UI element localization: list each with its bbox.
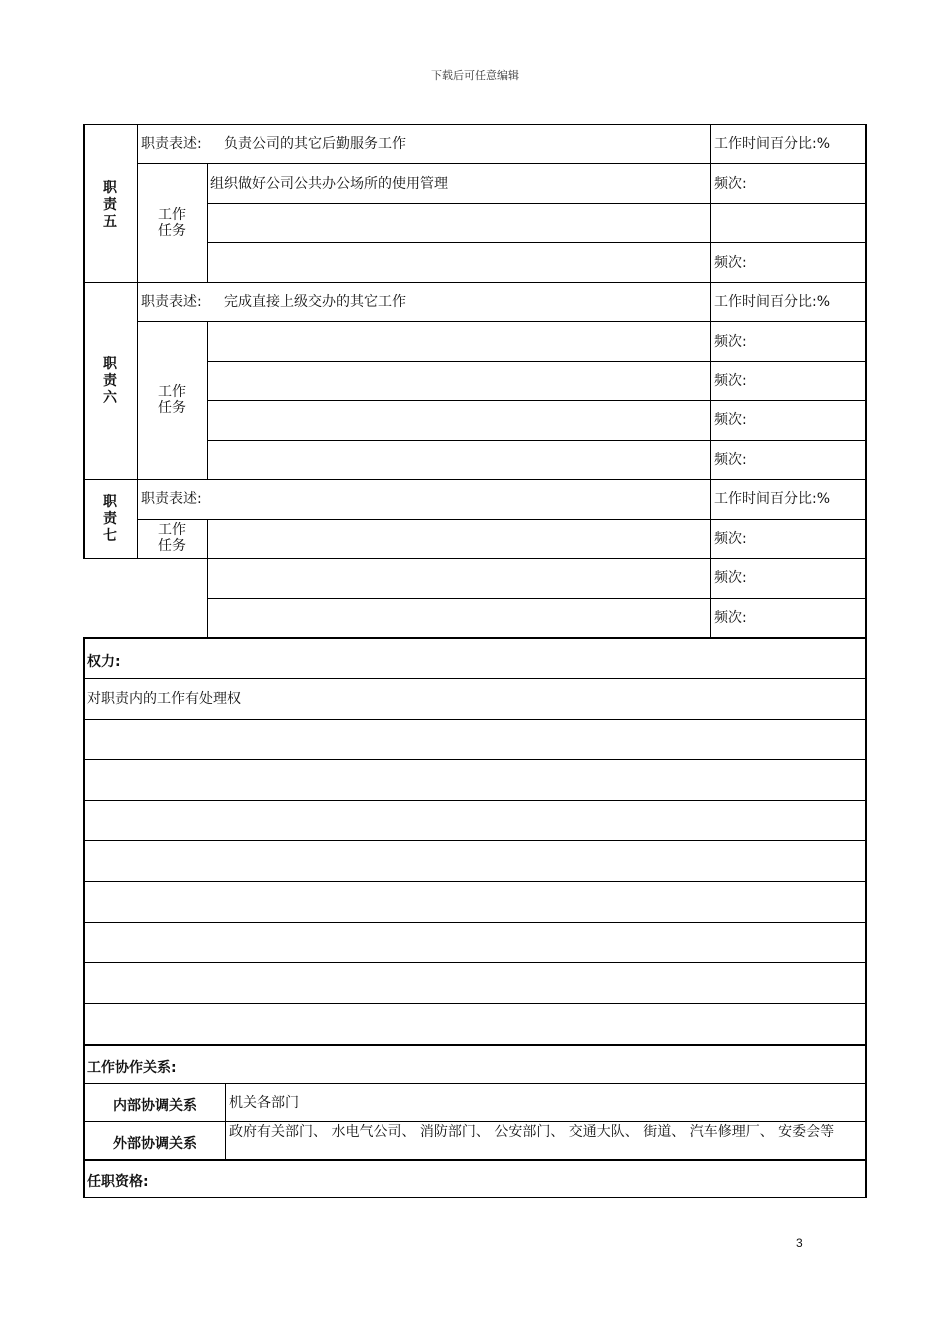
duty-5-desc-text: 负责公司的其它后勤服务工作 <box>224 136 406 152</box>
duty-6-task-1-freq: 频次: <box>714 334 747 350</box>
duty-5-percent: 工作时间百分比:% <box>714 136 831 152</box>
page-number: 3 <box>796 1236 803 1250</box>
header-note: 下载后可任意编辑 <box>431 69 519 82</box>
grid-line <box>84 800 867 801</box>
grid-line <box>207 519 208 638</box>
grid-line <box>84 1044 867 1046</box>
duty-6-task-label: 工作 任务 <box>158 384 186 416</box>
external-relations-value: 政府有关部门、 水电气公司、 消防部门、 公安部门、 交通大队、 街道、 汽车修理厂、 安委会等 <box>229 1124 835 1140</box>
duty-7-task-3-freq: 频次: <box>714 610 747 626</box>
grid-line <box>137 163 867 164</box>
grid-line <box>83 124 85 559</box>
internal-relations-label: 内部协调关系 <box>113 1098 197 1114</box>
grid-line <box>84 881 867 882</box>
duty-5-task-1: 组织做好公司公共办公场所的使用管理 <box>210 176 448 192</box>
grid-line <box>710 124 711 638</box>
duty-6-desc-text: 完成直接上级交办的其它工作 <box>224 294 406 310</box>
grid-line <box>84 1159 867 1161</box>
grid-line <box>84 962 867 963</box>
grid-line <box>84 558 867 559</box>
grid-line <box>207 203 867 204</box>
grid-line <box>207 321 208 479</box>
grid-line <box>84 282 867 283</box>
grid-line <box>207 598 867 599</box>
duty-7-label: 职 责 七 <box>103 494 117 544</box>
duty-7-task-label: 工作 任务 <box>158 522 186 554</box>
external-relations-label: 外部协调关系 <box>113 1136 197 1152</box>
grid-line <box>84 1197 867 1198</box>
duty-6-task-2-freq: 频次: <box>714 373 747 389</box>
grid-line <box>207 242 867 243</box>
grid-line <box>84 124 867 125</box>
grid-line <box>84 1003 867 1004</box>
grid-line <box>84 479 867 480</box>
grid-line <box>84 840 867 841</box>
grid-line <box>83 637 85 1198</box>
relations-title: 工作协作关系: <box>87 1060 177 1076</box>
duty-7-percent: 工作时间百分比:% <box>714 491 831 507</box>
duty-5-desc-label: 职责表述: <box>141 136 202 152</box>
duty-6-percent: 工作时间百分比:% <box>714 294 831 310</box>
duty-7-desc-label: 职责表述: <box>141 491 202 507</box>
grid-line <box>207 400 867 401</box>
grid-line <box>84 678 867 679</box>
grid-line <box>137 519 867 520</box>
grid-line <box>84 922 867 923</box>
grid-line <box>137 124 138 559</box>
duty-5-label: 职 责 五 <box>103 180 117 230</box>
duty-6-task-4-freq: 频次: <box>714 452 747 468</box>
duty-6-label: 职 责 六 <box>103 356 117 406</box>
grid-line <box>84 1083 867 1084</box>
grid-line <box>84 1121 867 1122</box>
internal-relations-value: 机关各部门 <box>229 1095 299 1111</box>
grid-line <box>84 637 867 639</box>
duty-7-task-1-freq: 频次: <box>714 531 747 547</box>
grid-line <box>225 1083 226 1160</box>
grid-line <box>84 719 867 720</box>
grid-line <box>865 124 867 1198</box>
duty-5-task-label: 工作 任务 <box>158 207 186 239</box>
duty-5-task-3-freq: 频次: <box>714 255 747 271</box>
grid-line <box>137 321 867 322</box>
duty-6-desc-label: 职责表述: <box>141 294 202 310</box>
duty-5-task-1-freq: 频次: <box>714 176 747 192</box>
duty-6-task-3-freq: 频次: <box>714 412 747 428</box>
grid-line <box>207 163 208 282</box>
duty-7-task-2-freq: 频次: <box>714 570 747 586</box>
grid-line <box>84 759 867 760</box>
qualification-title: 任职资格: <box>87 1174 149 1190</box>
authority-title: 权力: <box>87 654 121 670</box>
grid-line <box>207 361 867 362</box>
grid-line <box>207 440 867 441</box>
authority-row-1: 对职责内的工作有处理权 <box>87 691 241 707</box>
